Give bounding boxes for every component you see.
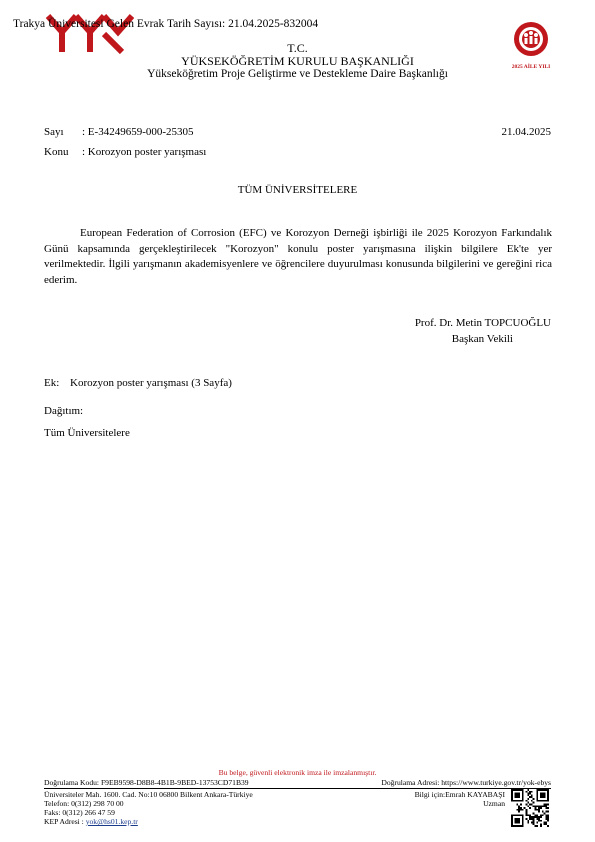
family-year-emblem-icon bbox=[506, 20, 556, 58]
attachment-value: Korozyon poster yarışması (3 Sayfa) bbox=[70, 377, 232, 389]
distribution-label: Dağıtım: bbox=[44, 405, 84, 417]
verification-code: Doğrulama Kodu: F9EB9598-D8B8-4B1B-9BED-13753CD71B39 bbox=[44, 778, 249, 787]
header-department: Yükseköğretim Proje Geliştirme ve Destekleme Daire Başkanlığı bbox=[147, 68, 448, 80]
signatory-name: Prof. Dr. Metin TOPCUOĞLU bbox=[414, 317, 551, 329]
footer-fax: Faks: 0(312) 266 47 59 bbox=[44, 808, 115, 817]
footer-divider bbox=[44, 788, 551, 789]
e-signature-notice: Bu belge, güvenli elektronik imza ile imzalanmıştır. bbox=[218, 768, 377, 777]
footer-address: Üniversiteler Mah. 1600. Cad. No:10 06800 Bilkent Ankara-Türkiye bbox=[44, 790, 253, 799]
body-paragraph: European Federation of Corrosion (EFC) ve Korozyon Derneği işbirliği ile 2025 Korozyon Farkındalık Günü kapsamında gerçekleştirilecek "Korozyon" konulu poster yarışmasına ilişkin bilgilere Ek'te yer verilmektedir. İlgili yarışmanın akademisyenlere ve öğrencilere duyurulması konusunda bilgilerini ve gereğini rica ederim. bbox=[44, 227, 552, 286]
sayi-value: : E-34249659-000-25305 bbox=[82, 126, 194, 138]
footer-phone: Telefon: 0(312) 298 70 00 bbox=[44, 799, 124, 808]
contact-person: Bilgi için:Emrah KAYABAŞI bbox=[414, 790, 505, 799]
konu-value: : Korozyon poster yarışması bbox=[82, 146, 207, 158]
qr-code-icon bbox=[511, 789, 549, 827]
sayi-label: Sayı bbox=[44, 126, 64, 138]
recipient-heading: TÜM ÜNİVERSİTELERE bbox=[237, 184, 358, 196]
kep-address-link[interactable]: yok@hs01.kep.tr bbox=[85, 817, 138, 826]
footer-kep bbox=[44, 817, 138, 826]
verification-address: Doğrulama Adresi: https://www.turkiye.gov.tr/yok-ebys bbox=[381, 778, 551, 787]
attachment-label: Ek: bbox=[44, 377, 60, 389]
header-tc: T.C. bbox=[287, 41, 308, 55]
document-date: 21.04.2025 bbox=[501, 126, 551, 138]
konu-label: Konu bbox=[44, 146, 69, 158]
distribution-value: Tüm Üniversitelere bbox=[44, 427, 130, 439]
family-year-caption: 2025 AİLE YILI bbox=[511, 64, 551, 70]
kep-label: KEP Adresi : bbox=[44, 817, 84, 826]
contact-role: Uzman bbox=[483, 799, 505, 808]
incoming-document-stamp: Trakya Üniversitesi Gelen Evrak Tarih Sayısı: 21.04.2025-832004 bbox=[13, 18, 319, 30]
header-institution: YÜKSEKÖĞRETİM KURULU BAŞKANLIĞI bbox=[181, 54, 414, 68]
signatory-title: Başkan Vekili bbox=[451, 333, 513, 345]
family-year-logo bbox=[506, 20, 556, 70]
